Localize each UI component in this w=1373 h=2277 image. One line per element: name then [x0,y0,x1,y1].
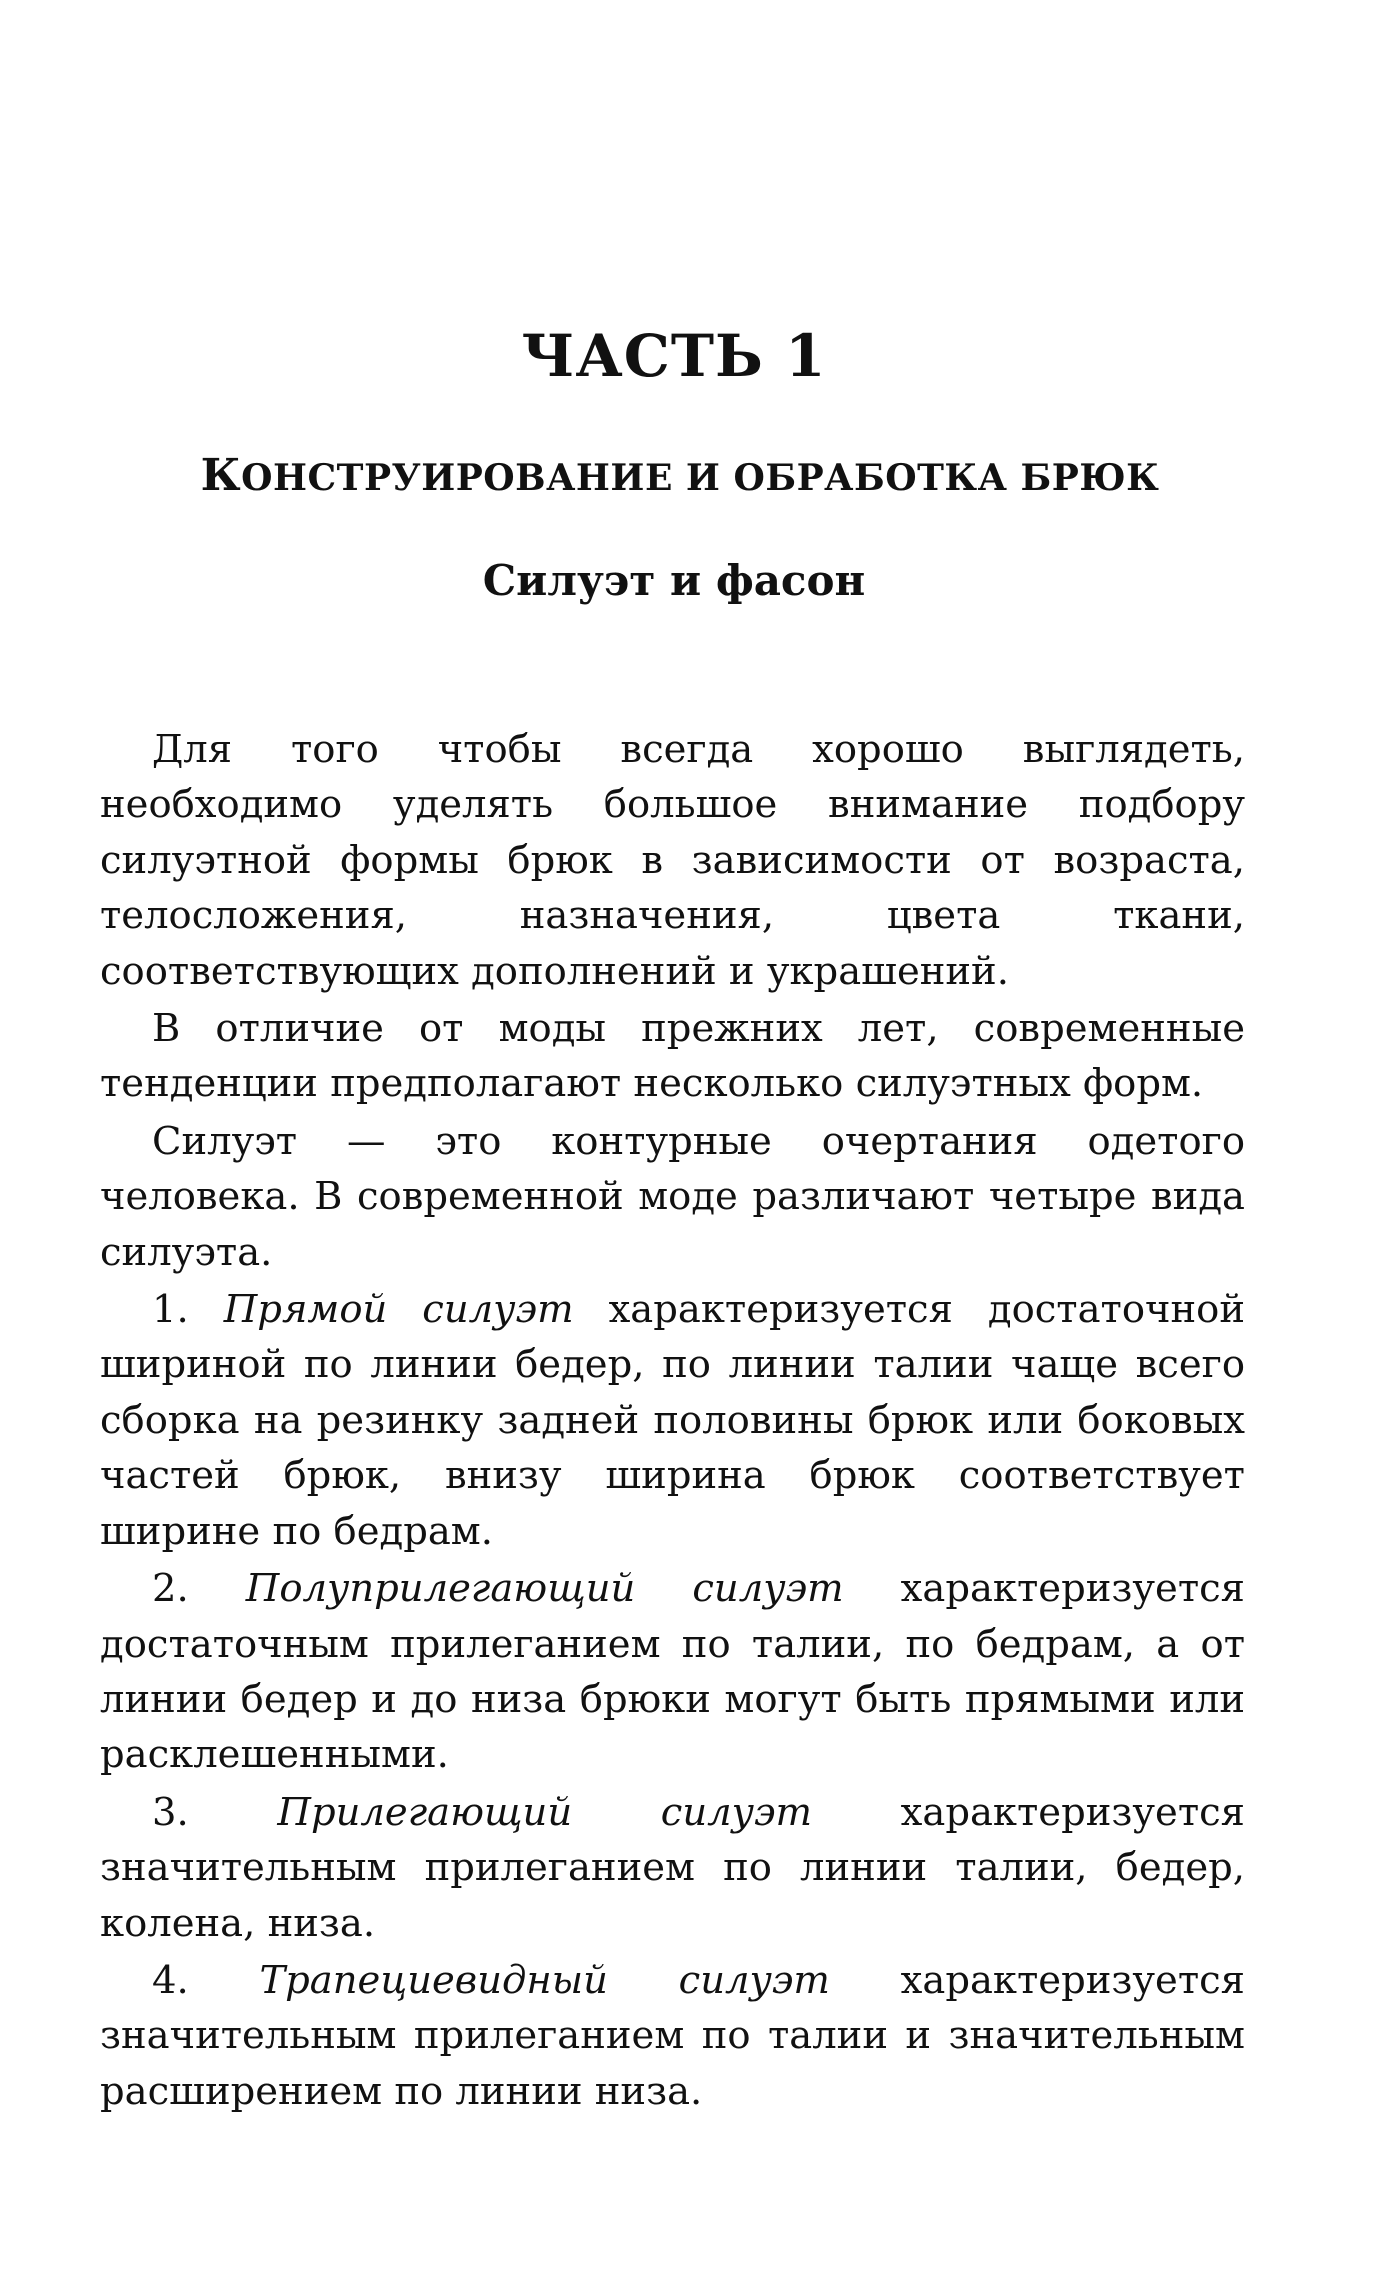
item-number: 2. [152,1566,189,1612]
item-term: Прямой силуэт [223,1287,574,1333]
item-text: характеризуется достаточным прилеганием по талии, по бедрам, а от линии бедер и до низа брюки могут быть прямыми или расклешенными. [100,1566,1245,1778]
item-number: 1. [152,1287,189,1333]
item-text: характеризуется достаточной шириной по линии бедер, по линии талии чаще всего сборка на резинку задней половины брюк или боковых частей брюк, внизу ширина брюк соответствует ширине по бедрам. [100,1287,1245,1554]
list-item-fitted-silhouette [100,1785,1245,1951]
item-number: 4. [152,1957,189,2003]
list-item-trapeze-silhouette [100,1953,1245,2119]
subsection-title: Силуэт и фасон [482,556,866,605]
body-text [100,722,1245,2121]
item-term: Полуприлегающий силуэт [245,1566,844,1612]
item-number: 3. [152,1789,189,1835]
section-title [0,450,1360,501]
paragraph-intro: Для того чтобы всегда хорошо выглядеть, необходимо уделять большое внимание подбору силуэтной формы брюк в зависимости от возраста, телосложения, назначения, цвета ткани, соответствующих дополнений и украшений. [100,727,1245,994]
item-text: характеризуется значительным прилеганием по талии и значительным расширением по линии низа. [100,1957,1245,2114]
part-title: ЧАСТЬ 1 [521,322,827,390]
item-term: Прилегающий силуэт [277,1789,813,1835]
section-title-rest: ОНСТРУИРОВАНИЕ И ОБРАБОТКА БРЮК [241,457,1160,499]
paragraph-silhouette-definition: Силуэт — это контурные очертания одетого человека. В современной моде различают четыре вида силуэта. [100,1118,1245,1275]
list-item-straight-silhouette [100,1282,1245,1559]
section-title-initial: К [200,450,242,501]
paragraph-trends: В отличие от моды прежних лет, современные тенденции предполагают несколько силуэтных форм. [100,1006,1245,1107]
list-item-semi-fitted-silhouette [100,1561,1245,1783]
item-term: Трапециевидный силуэт [259,1957,830,2003]
item-text: характеризуется значительным прилеганием по линии талии, бедер, колена, низа. [100,1789,1245,1946]
